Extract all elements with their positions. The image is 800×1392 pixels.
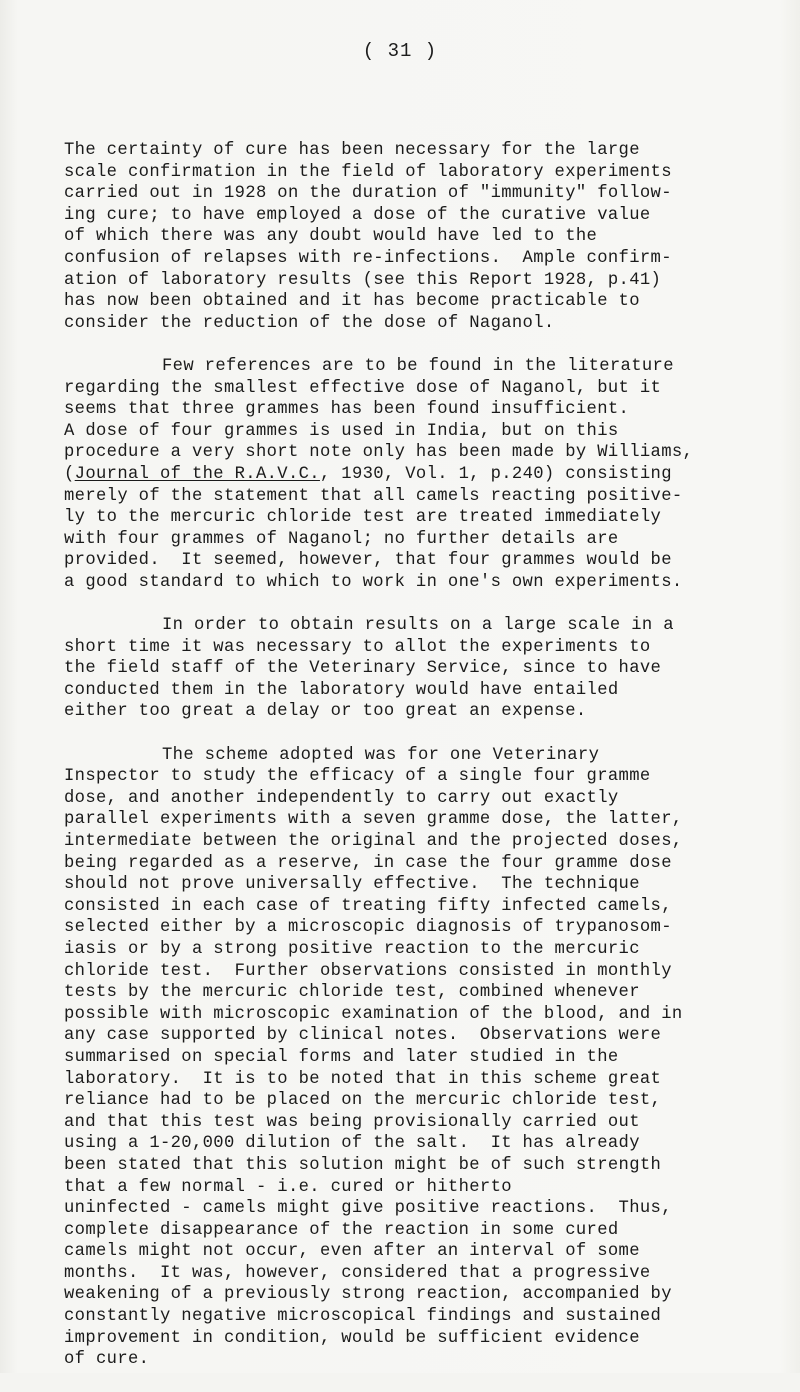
text-line: A dose of four grammes is used in India, but on this bbox=[64, 421, 619, 441]
text-line: the field staff of the Veterinary Service, since to have bbox=[64, 659, 662, 679]
text-line: months. It was, however, considered that a progressive bbox=[64, 1263, 651, 1283]
paragraph-3 bbox=[64, 615, 776, 723]
text-line: and that this test was being provisionally carried out bbox=[64, 1112, 640, 1132]
text-line: being regarded as a reserve, in case the four gramme dose bbox=[64, 853, 672, 873]
text-line: chloride test. Further observations consisted in monthly bbox=[64, 961, 672, 981]
body-text bbox=[64, 140, 776, 1392]
journal-title: Journal of the R.A.V.C. bbox=[74, 464, 320, 484]
text-line: possible with microscopic examination of the blood, and in bbox=[64, 1004, 683, 1024]
text-line: confusion of relapses with re-infections. Ample confirm- bbox=[64, 248, 672, 268]
paragraph-1 bbox=[64, 140, 776, 334]
text-line: laboratory. It is to be noted that in this scheme great bbox=[64, 1069, 662, 1089]
journal-reference-line bbox=[64, 464, 776, 486]
text-line: consisted in each case of treating fifty infected camels, bbox=[64, 896, 672, 916]
text-line: that a few normal - i.e. cured or hitherto bbox=[64, 1177, 512, 1197]
text-line: constantly negative microscopical findings and sustained bbox=[64, 1307, 662, 1327]
text-line: has now been obtained and it has become practicable to bbox=[64, 292, 640, 312]
text-line: short time it was necessary to allot the experiments to bbox=[64, 637, 651, 657]
text-line: Few references are to be found in the literature bbox=[162, 356, 674, 376]
text-line: The certainty of cure has been necessary for the large bbox=[64, 141, 640, 160]
paragraph-4 bbox=[64, 745, 776, 1371]
text-line: The scheme adopted was for one Veterinary bbox=[162, 745, 600, 765]
paragraph-2 bbox=[64, 356, 776, 594]
page-number: ( 31 ) bbox=[362, 40, 438, 62]
text-line: intermediate between the original and the projected doses, bbox=[64, 832, 683, 851]
text-line: iasis or by a strong positive reaction to the mercuric bbox=[64, 939, 640, 959]
text-line: summarised on special forms and later studied in the bbox=[64, 1047, 619, 1067]
text-line: of cure. bbox=[64, 1350, 150, 1370]
text-line: weakening of a previously strong reaction, accompanied by bbox=[64, 1285, 672, 1305]
text-line: regarding the smallest effective dose of Naganol, but it bbox=[64, 378, 662, 398]
text-line: using a 1-20,000 dilution of the salt. It has already bbox=[64, 1134, 640, 1154]
text-line: parallel experiments with a seven gramme dose, the latter, bbox=[64, 810, 683, 830]
text-line: been stated that this solution might be of such strength bbox=[64, 1155, 662, 1175]
text-line: reliance had to be placed on the mercuric chloride test, bbox=[64, 1091, 662, 1111]
text-line: conducted them in the laboratory would have entailed bbox=[64, 680, 619, 700]
text-line: ation of laboratory results (see this Report 1928, p.41) bbox=[64, 270, 662, 290]
text-line: consider the reduction of the dose of Naganol. bbox=[64, 313, 555, 333]
text-line: ly to the mercuric chloride test are treated immediately bbox=[64, 508, 662, 528]
text-line: Inspector to study the efficacy of a single four gramme bbox=[64, 767, 651, 787]
text-line: a good standard to which to work in one's own experiments. bbox=[64, 572, 683, 592]
text-line: tests by the mercuric chloride test, combined whenever bbox=[64, 983, 640, 1003]
text-line: provided. It seemed, however, that four grammes would be bbox=[64, 551, 672, 571]
text-line: procedure a very short note only has been made by Williams, bbox=[64, 443, 694, 463]
text-line: should not prove universally effective. The technique bbox=[64, 875, 640, 895]
text-line: improvement in condition, would be sufficient evidence bbox=[64, 1328, 640, 1348]
text-line: with four grammes of Naganol; no further details are bbox=[64, 529, 619, 549]
text-line: any case supported by clinical notes. Observations were bbox=[64, 1026, 662, 1046]
text-line: seems that three grammes has been found insufficient. bbox=[64, 400, 630, 420]
text-line: merely of the statement that all camels reacting positive- bbox=[64, 486, 683, 506]
text-line: ing cure; to have employed a dose of the curative value bbox=[64, 205, 651, 225]
text-line: dose, and another independently to carry out exactly bbox=[64, 788, 619, 808]
text-line: In order to obtain results on a large scale in a bbox=[162, 616, 674, 636]
text-line: carried out in 1928 on the duration of "immunity" follow- bbox=[64, 184, 672, 204]
text-line: either too great a delay or too great an expense. bbox=[64, 702, 587, 722]
text-line: scale confirmation in the field of laboratory experiments bbox=[64, 162, 672, 182]
reference-rest: , 1930, Vol. 1, p.240) consisting bbox=[319, 464, 672, 484]
text-line: uninfected - camels might give positive reactions. Thus, bbox=[64, 1199, 672, 1219]
text-line: selected either by a microscopic diagnosis of trypanosom- bbox=[64, 918, 672, 938]
text-line: of which there was any doubt would have led to the bbox=[64, 227, 598, 247]
text-line: camels might not occur, even after an interval of some bbox=[64, 1242, 640, 1262]
reference-open: ( bbox=[64, 464, 75, 484]
text-line: complete disappearance of the reaction in some cured bbox=[64, 1220, 619, 1240]
